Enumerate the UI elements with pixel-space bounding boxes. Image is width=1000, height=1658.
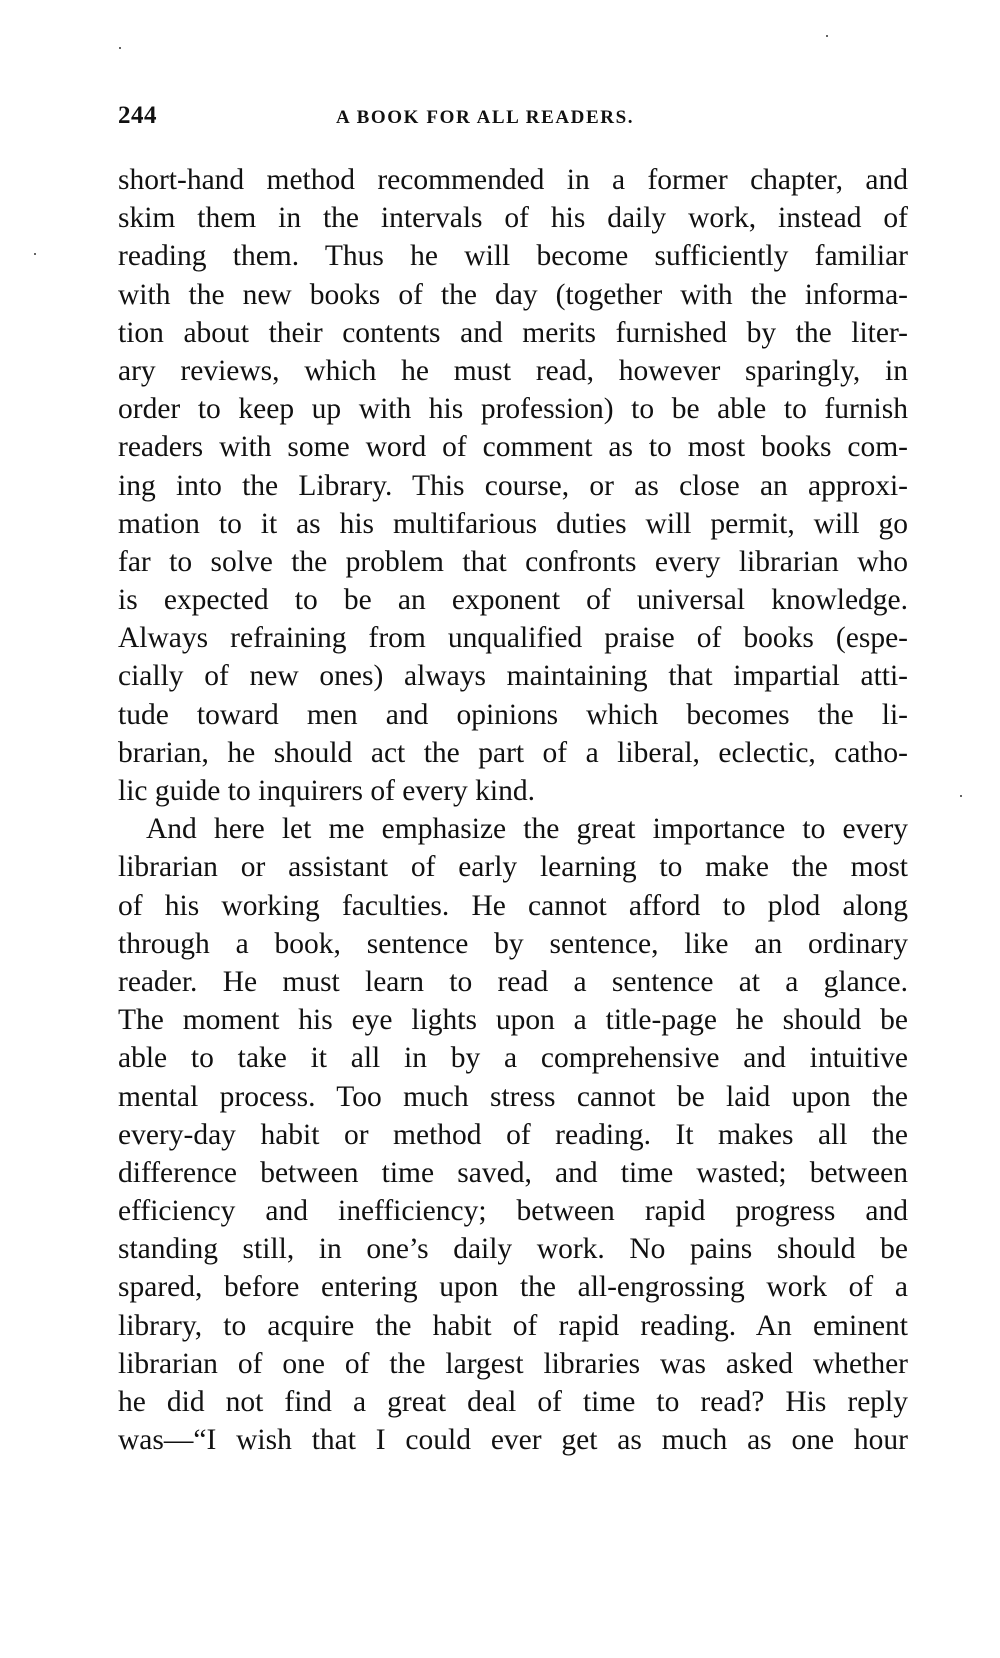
text-line: is expected to be an exponent of universal knowledge.: [118, 584, 908, 617]
running-title: A BOOK FOR ALL READERS.: [336, 107, 635, 128]
scan-speck: [960, 795, 962, 797]
text-line: cially of new ones) always maintaining that impartial atti-: [118, 660, 908, 693]
text-line: was—“I wish that I could ever get as much as one hour: [118, 1424, 908, 1457]
text-line: ary reviews, which he must read, however sparingly, in: [118, 354, 908, 387]
text-line: mation to it as his multifarious duties will permit, will go: [118, 507, 908, 540]
text-line: standing still, in one’s daily work. No pains should be: [118, 1233, 908, 1266]
text-line: Always refraining from unqualified praise of books (espe-: [118, 622, 908, 655]
text-line: skim them in the intervals of his daily work, instead of: [118, 202, 908, 235]
text-line: every-day habit or method of reading. It makes all the: [118, 1118, 908, 1151]
text-line: he did not find a great deal of time to read? His reply: [118, 1386, 908, 1418]
text-line: readers with some word of comment as to most books com-: [118, 431, 908, 464]
text-line: of his working faculties. He cannot afford to plod along: [118, 889, 908, 922]
text-line: far to solve the problem that confronts every librarian who: [118, 545, 908, 578]
text-line: able to take it all in by a comprehensive and intuitive: [118, 1042, 908, 1075]
text-line: The moment his eye lights upon a title-page he should be: [118, 1004, 908, 1037]
body-text: [118, 161, 908, 1459]
text-line: library, to acquire the habit of rapid reading. An eminent: [118, 1309, 908, 1342]
text-line: librarian of one of the largest libraries was asked whether: [118, 1347, 908, 1380]
text-line: tude toward men and opinions which becomes the li-: [118, 698, 908, 731]
text-line: mental process. Too much stress cannot be laid upon the: [118, 1080, 908, 1113]
text-line: efficiency and inefficiency; between rapid progress and: [118, 1195, 908, 1228]
text-line: brarian, he should act the part of a liberal, eclectic, catho-: [118, 736, 908, 769]
page-number: 244: [118, 102, 157, 129]
paragraph-start-line: And here let me emphasize the great importance to every: [146, 813, 908, 846]
text-line: spared, before entering upon the all-engrossing work of a: [118, 1271, 908, 1304]
text-line: order to keep up with his profession) to be able to furnish: [118, 393, 908, 426]
scan-speck: [826, 35, 828, 37]
text-line: reading them. Thus he will become sufficiently familiar: [118, 240, 908, 273]
text-line: through a book, sentence by sentence, like an ordinary: [118, 927, 908, 960]
text-line: difference between time saved, and time wasted; between: [118, 1156, 908, 1189]
text-line: short-hand method recommended in a former chapter, and: [118, 164, 908, 196]
text-line: librarian or assistant of early learning to make the most: [118, 851, 908, 884]
scan-speck: [119, 47, 121, 49]
text-line: ing into the Library. This course, or as close an approxi-: [118, 469, 908, 502]
text-line: tion about their contents and merits furnished by the liter-: [118, 316, 908, 349]
scan-speck: [34, 253, 36, 255]
running-head: [118, 102, 908, 138]
text-line: with the new books of the day (together with the informa-: [118, 278, 908, 311]
paragraph-end-line: lic guide to inquirers of every kind.: [118, 775, 535, 807]
text-line: reader. He must learn to read a sentence at a glance.: [118, 965, 908, 998]
